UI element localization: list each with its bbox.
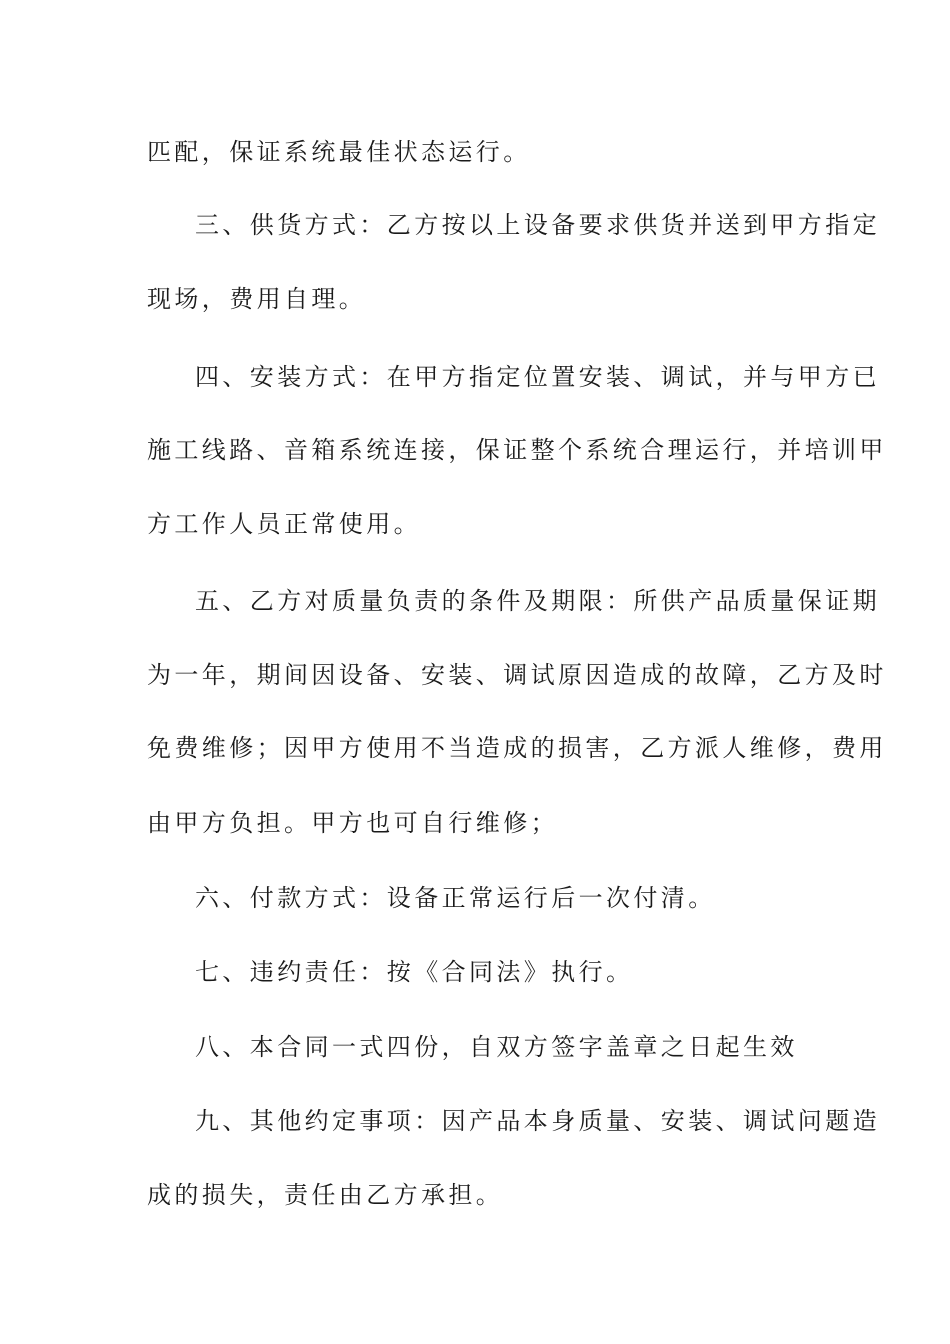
section-3-heading-line: 三、供货方式：乙方按以上设备要求供货并送到甲方指定 (195, 211, 880, 239)
section-6-line: 六、付款方式：设备正常运行后一次付清。 (195, 884, 716, 912)
section-4-heading-line: 四、安装方式：在甲方指定位置安装、调试，并与甲方已 (195, 363, 880, 391)
paragraph-line: 为一年，期间因设备、安装、调试原因造成的故障，乙方及时 (147, 661, 887, 689)
paragraph-line: 现场，费用自理。 (147, 285, 367, 313)
paragraph-line: 由甲方负担。甲方也可自行维修； (147, 809, 558, 837)
section-7-line: 七、违约责任：按《合同法》执行。 (195, 958, 634, 986)
section-9-heading-line: 九、其他约定事项：因产品本身质量、安装、调试问题造 (195, 1107, 880, 1135)
section-8-line: 八、本合同一式四份，自双方签字盖章之日起生效 (195, 1033, 798, 1061)
paragraph-line: 方工作人员正常使用。 (147, 510, 421, 538)
section-5-heading-line: 五、乙方对质量负责的条件及期限：所供产品质量保证期 (195, 587, 880, 615)
paragraph-line: 施工线路、音箱系统连接，保证整个系统合理运行，并培训甲 (147, 436, 887, 464)
paragraph-line: 成的损失，责任由乙方承担。 (147, 1181, 504, 1209)
paragraph-line: 免费维修；因甲方使用不当造成的损害，乙方派人维修，费用 (147, 734, 887, 762)
paragraph-line: 匹配，保证系统最佳状态运行。 (147, 138, 531, 166)
